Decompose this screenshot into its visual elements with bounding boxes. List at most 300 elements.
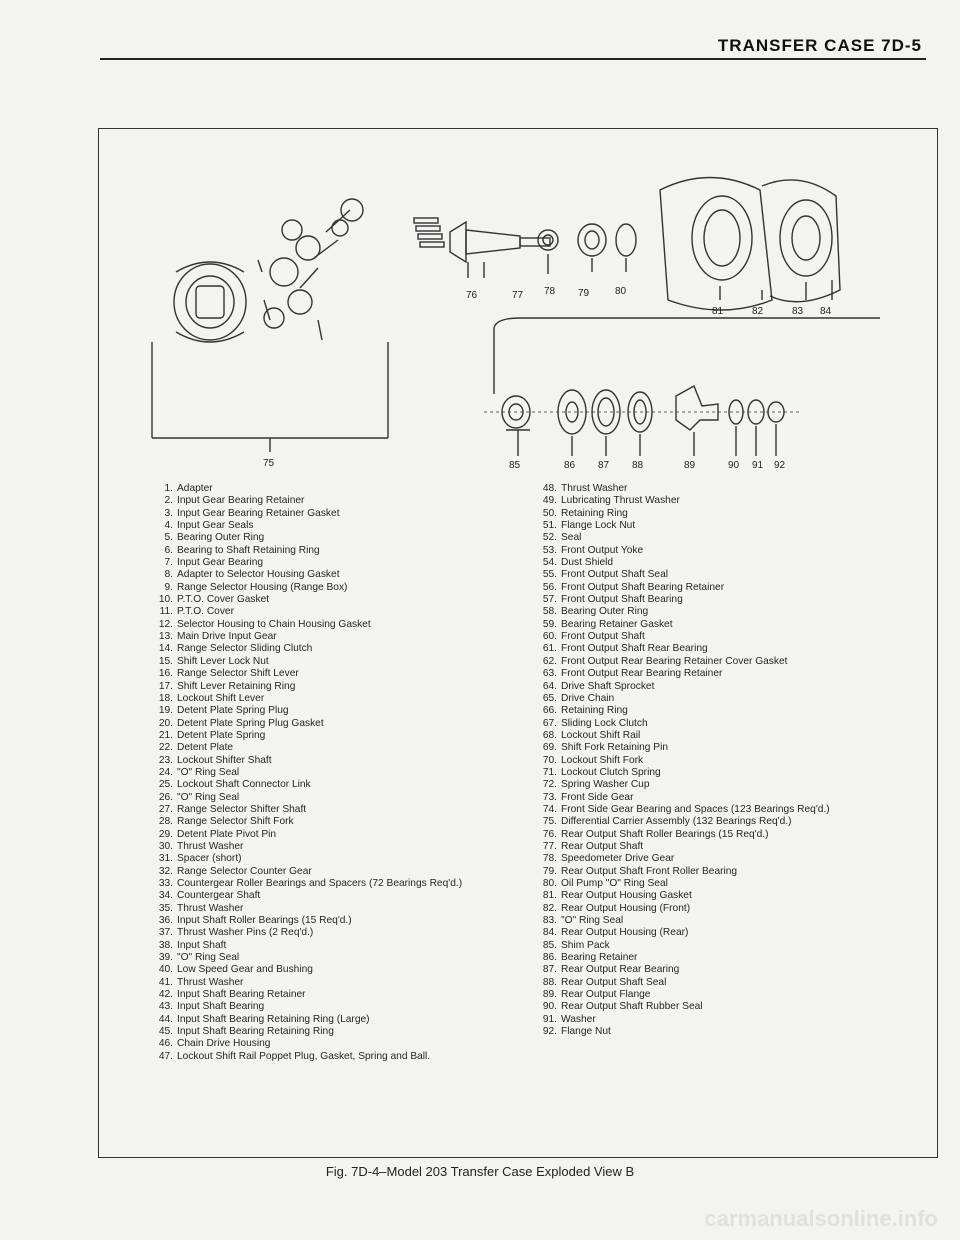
part-number: 92.	[542, 1026, 557, 1038]
part-number: 74.	[542, 803, 557, 815]
parts-list-item	[152, 927, 502, 939]
part-description: Thrust Washer	[177, 976, 244, 988]
part-number: 77.	[542, 840, 557, 852]
part-number: 36.	[158, 915, 173, 927]
part-number: 59.	[542, 618, 557, 630]
callout-82: 82	[752, 306, 764, 317]
parts-list-item	[152, 903, 502, 915]
part-description: Detent Plate Spring Plug	[177, 705, 289, 717]
part-number: 79.	[542, 865, 557, 877]
part-description: Front Output Shaft	[561, 631, 645, 643]
part-description: Input Shaft Bearing Retaining Ring (Large)	[177, 1013, 370, 1025]
callout-83: 83	[792, 306, 804, 317]
parts-list-item	[536, 705, 926, 717]
part-description: Lockout Shift Rail Poppet Plug, Gasket, Spring and Ball.	[177, 1050, 431, 1062]
part-description: Front Output Shaft Rear Bearing	[561, 643, 708, 655]
part-number: 69.	[542, 742, 557, 754]
part-description: Detent Plate Pivot Pin	[177, 828, 277, 840]
part-number: 63.	[542, 668, 557, 680]
parts-list-item	[152, 557, 502, 569]
parts-list-item	[536, 989, 926, 1001]
part-description: Input Shaft Bearing	[177, 1001, 265, 1013]
callout-92: 92	[774, 460, 786, 471]
part-description: Range Selector Shifter Shaft	[177, 803, 307, 815]
parts-list-item	[152, 693, 502, 705]
part-number: 33.	[158, 878, 173, 889]
part-number: 86.	[542, 952, 557, 964]
part-number: 53.	[542, 544, 557, 556]
part-number: 56.	[542, 581, 557, 593]
part-description: Lockout Shift Lever	[177, 692, 265, 704]
parts-list-item	[536, 545, 926, 557]
part-description: Input Gear Bearing Retainer	[177, 495, 305, 507]
parts-list-item	[152, 767, 502, 779]
callout-80: 80	[615, 286, 627, 297]
parts-list-item	[152, 705, 502, 717]
parts-list-left	[152, 483, 502, 1063]
parts-list-item	[536, 1001, 926, 1013]
part-description: Dust Shield	[561, 557, 614, 569]
part-number: 90.	[542, 1001, 557, 1013]
part-number: 65.	[542, 692, 557, 704]
parts-list-item	[536, 483, 926, 495]
parts-list-item	[152, 681, 502, 693]
part-description: Thrust Washer	[561, 483, 628, 494]
part-number: 55.	[542, 569, 557, 581]
part-description: Detent Plate	[177, 742, 234, 754]
parts-list-item	[536, 878, 926, 890]
parts-list-item	[536, 693, 926, 705]
parts-list-item	[152, 619, 502, 631]
part-number: 3.	[164, 507, 173, 519]
part-description: "O" Ring Seal	[177, 952, 240, 964]
parts-list-item	[152, 1026, 502, 1038]
parts-list-item	[152, 545, 502, 557]
parts-list-item	[152, 656, 502, 668]
part-number: 70.	[542, 754, 557, 766]
part-number: 78.	[542, 853, 557, 865]
parts-list-item	[536, 619, 926, 631]
parts-list-item	[152, 841, 502, 853]
parts-list-item	[152, 804, 502, 816]
part-description: Sliding Lock Clutch	[561, 717, 648, 729]
part-number: 35.	[158, 902, 173, 914]
part-description: Spring Washer Cup	[561, 779, 650, 791]
part-description: Lockout Shaft Connector Link	[177, 779, 311, 791]
parts-list-item	[152, 755, 502, 767]
part-number: 40.	[158, 964, 173, 976]
part-number: 10.	[158, 594, 173, 606]
parts-list-item	[536, 730, 926, 742]
part-description: Flange Nut	[561, 1026, 611, 1038]
part-number: 12.	[158, 618, 173, 630]
parts-list-item	[152, 816, 502, 828]
parts-list-item	[152, 532, 502, 544]
part-number: 37.	[158, 927, 173, 939]
parts-list-item	[536, 977, 926, 989]
part-description: Front Side Gear Bearing and Spaces (123 Bearings Req'd.)	[561, 803, 830, 815]
part-description: Input Shaft Bearing Retaining Ring	[177, 1026, 334, 1038]
part-number: 91.	[542, 1013, 557, 1025]
part-description: Bearing to Shaft Retaining Ring	[177, 544, 320, 556]
parts-list-item	[536, 903, 926, 915]
parts-list-item	[536, 495, 926, 507]
page-title: TRANSFER CASE 7D-5	[717, 36, 922, 55]
callout-85: 85	[509, 460, 521, 471]
part-description: Detent Plate Spring	[177, 729, 266, 741]
parts-list-item	[152, 606, 502, 618]
part-number: 14.	[158, 643, 173, 655]
part-number: 18.	[158, 692, 173, 704]
part-number: 42.	[158, 989, 173, 1001]
part-description: Input Shaft	[177, 939, 227, 951]
part-description: Input Shaft Bearing Retainer	[177, 989, 306, 1001]
part-description: Retaining Ring	[561, 507, 628, 519]
parts-list-item	[536, 742, 926, 754]
part-number: 8.	[164, 569, 173, 581]
callout-77: 77	[512, 290, 524, 301]
part-number: 6.	[164, 544, 173, 556]
part-number: 29.	[158, 828, 173, 840]
part-description: Spacer (short)	[177, 853, 242, 865]
part-description: Input Gear Bearing	[177, 557, 264, 569]
part-number: 44.	[158, 1013, 173, 1025]
part-description: Drive Chain	[561, 692, 615, 704]
part-description: Rear Output Rear Bearing	[561, 964, 680, 976]
part-number: 22.	[158, 742, 173, 754]
parts-list-item	[152, 1001, 502, 1013]
part-description: Drive Shaft Sprocket	[561, 680, 655, 692]
part-description: Rear Output Housing Gasket	[561, 890, 692, 902]
part-description: Thrust Washer Pins (2 Req'd.)	[177, 927, 314, 939]
part-number: 43.	[158, 1001, 173, 1013]
part-description: Bearing Outer Ring	[177, 532, 265, 544]
parts-list-item	[536, 1026, 926, 1038]
parts-list-item	[152, 853, 502, 865]
part-number: 31.	[158, 853, 173, 865]
part-description: Differential Carrier Assembly (132 Bearings Req'd.)	[561, 816, 792, 828]
part-number: 20.	[158, 717, 173, 729]
parts-list-item	[536, 964, 926, 976]
part-description: Range Selector Housing (Range Box)	[177, 581, 348, 593]
callout-78: 78	[544, 286, 556, 297]
parts-list-item	[152, 989, 502, 1001]
parts-list-item	[152, 495, 502, 507]
part-number: 9.	[164, 581, 173, 593]
part-number: 47.	[158, 1050, 173, 1062]
part-number: 62.	[542, 655, 557, 667]
part-number: 64.	[542, 680, 557, 692]
part-description: "O" Ring Seal	[561, 915, 624, 927]
part-number: 87.	[542, 964, 557, 976]
part-description: Lockout Shift Rail	[561, 729, 641, 741]
part-description: Countergear Roller Bearings and Spacers (72 Bearings Req'd.)	[177, 878, 463, 889]
part-number: 80.	[542, 878, 557, 889]
part-number: 23.	[158, 754, 173, 766]
part-description: Rear Output Housing (Front)	[561, 902, 691, 914]
part-number: 84.	[542, 927, 557, 939]
part-number: 1.	[164, 483, 173, 494]
callout-84: 84	[820, 306, 832, 317]
parts-list-item	[536, 792, 926, 804]
parts-list-item	[536, 816, 926, 828]
part-description: Adapter to Selector Housing Gasket	[177, 569, 340, 581]
part-number: 61.	[542, 643, 557, 655]
part-description: Thrust Washer	[177, 840, 244, 852]
parts-list-item	[152, 718, 502, 730]
parts-list-item	[152, 940, 502, 952]
part-description: Range Selector Counter Gear	[177, 865, 312, 877]
parts-list-item	[152, 866, 502, 878]
part-description: Detent Plate Spring Plug Gasket	[177, 717, 324, 729]
part-description: "O" Ring Seal	[177, 766, 240, 778]
part-number: 26.	[158, 791, 173, 803]
callout-76: 76	[466, 290, 478, 301]
parts-list-item	[536, 915, 926, 927]
parts-list-item	[152, 1051, 502, 1063]
callout-89: 89	[684, 460, 696, 471]
part-number: 15.	[158, 655, 173, 667]
part-description: Rear Output Shaft Rubber Seal	[561, 1001, 703, 1013]
parts-list-item	[152, 915, 502, 927]
callout-81: 81	[712, 306, 724, 317]
parts-list-item	[536, 532, 926, 544]
parts-list-item	[536, 631, 926, 643]
part-number: 27.	[158, 803, 173, 815]
parts-list-item	[536, 804, 926, 816]
part-description: Low Speed Gear and Bushing	[177, 964, 313, 976]
differential-carrier-drawing	[152, 199, 388, 452]
part-number: 76.	[542, 828, 557, 840]
parts-list-item	[536, 841, 926, 853]
part-description: Lockout Shifter Shaft	[177, 754, 272, 766]
part-description: Shim Pack	[561, 939, 610, 951]
parts-list-item	[152, 508, 502, 520]
parts-list-item	[536, 594, 926, 606]
parts-list-item	[152, 742, 502, 754]
parts-list-item	[152, 483, 502, 495]
part-number: 68.	[542, 729, 557, 741]
part-description: Main Drive Input Gear	[177, 631, 277, 643]
parts-list-item	[152, 952, 502, 964]
parts-list-item	[152, 668, 502, 680]
parts-list-item	[152, 594, 502, 606]
part-description: Adapter	[177, 483, 213, 494]
parts-list-item	[536, 656, 926, 668]
part-description: Countergear Shaft	[177, 890, 261, 902]
parts-list-item	[152, 878, 502, 890]
part-description: Washer	[561, 1013, 596, 1025]
parts-list-item	[536, 520, 926, 532]
part-number: 4.	[164, 520, 173, 532]
part-description: Bearing Retainer Gasket	[561, 618, 673, 630]
part-number: 88.	[542, 976, 557, 988]
parts-list-item	[536, 668, 926, 680]
part-number: 50.	[542, 507, 557, 519]
parts-list-item	[152, 1014, 502, 1026]
part-description: Front Output Rear Bearing Retainer Cover Gasket	[561, 655, 788, 667]
part-number: 58.	[542, 606, 557, 618]
figure-caption: Fig. 7D-4–Model 203 Transfer Case Exploded View B	[325, 1164, 635, 1179]
part-number: 83.	[542, 915, 557, 927]
part-description: Bearing Retainer	[561, 952, 638, 964]
part-description: Shift Lever Retaining Ring	[177, 680, 296, 692]
part-description: Retaining Ring	[561, 705, 628, 717]
part-number: 85.	[542, 939, 557, 951]
parts-list-item	[536, 755, 926, 767]
part-number: 82.	[542, 902, 557, 914]
part-description: Oil Pump "O" Ring Seal	[561, 878, 668, 889]
parts-list-item	[536, 853, 926, 865]
part-description: Rear Output Flange	[561, 989, 651, 1001]
part-number: 52.	[542, 532, 557, 544]
rear-output-shaft-drawing	[414, 178, 880, 329]
parts-list-item	[536, 718, 926, 730]
part-number: 39.	[158, 952, 173, 964]
part-description: Input Gear Bearing Retainer Gasket	[177, 507, 340, 519]
part-description: Selector Housing to Chain Housing Gasket	[177, 618, 371, 630]
part-number: 24.	[158, 766, 173, 778]
part-description: Input Shaft Roller Bearings (15 Req'd.)	[177, 915, 352, 927]
parts-list-item	[152, 792, 502, 804]
parts-list-item	[536, 1014, 926, 1026]
callout-88: 88	[632, 460, 644, 471]
part-description: Rear Output Housing (Rear)	[561, 927, 689, 939]
part-number: 57.	[542, 594, 557, 606]
part-description: Thrust Washer	[177, 902, 244, 914]
part-description: Input Gear Seals	[177, 520, 254, 532]
part-number: 51.	[542, 520, 557, 532]
parts-list-item	[536, 866, 926, 878]
part-number: 48.	[542, 483, 557, 494]
part-number: 71.	[542, 766, 557, 778]
callout-90: 90	[728, 460, 740, 471]
parts-list-item	[536, 582, 926, 594]
part-description: Chain Drive Housing	[177, 1038, 271, 1050]
parts-list-item	[536, 829, 926, 841]
part-description: P.T.O. Cover Gasket	[177, 594, 270, 606]
callout-86: 86	[564, 460, 576, 471]
part-number: 30.	[158, 840, 173, 852]
part-description: Front Output Shaft Bearing	[561, 594, 683, 606]
part-description: Speedometer Drive Gear	[561, 853, 675, 865]
part-number: 72.	[542, 779, 557, 791]
part-description: Lockout Shift Fork	[561, 754, 644, 766]
exploded-view-illustration	[0, 0, 960, 480]
part-number: 81.	[542, 890, 557, 902]
callout-91: 91	[752, 460, 764, 471]
parts-list-right	[536, 483, 926, 1038]
parts-list-item	[536, 508, 926, 520]
callout-79: 79	[578, 288, 590, 299]
part-description: Front Output Shaft Seal	[561, 569, 669, 581]
part-number: 13.	[158, 631, 173, 643]
parts-list-item	[536, 643, 926, 655]
part-description: Range Selector Sliding Clutch	[177, 643, 313, 655]
parts-list-item	[152, 631, 502, 643]
parts-list-item	[152, 569, 502, 581]
parts-list-item	[152, 730, 502, 742]
part-number: 54.	[542, 557, 557, 569]
part-number: 73.	[542, 791, 557, 803]
part-number: 16.	[158, 668, 173, 680]
part-description: Range Selector Shift Lever	[177, 668, 299, 680]
parts-list-item	[152, 582, 502, 594]
part-number: 17.	[158, 680, 173, 692]
part-number: 75.	[542, 816, 557, 828]
parts-list-item	[536, 952, 926, 964]
part-number: 49.	[542, 495, 557, 507]
part-number: 11.	[159, 606, 173, 618]
parts-list-item	[536, 767, 926, 779]
part-description: Rear Output Shaft Front Roller Bearing	[561, 865, 738, 877]
part-description: Front Output Rear Bearing Retainer	[561, 668, 723, 680]
part-description: Rear Output Shaft	[561, 840, 644, 852]
callout-75: 75	[263, 458, 275, 469]
part-number: 46.	[158, 1038, 173, 1050]
part-number: 5.	[164, 532, 173, 544]
parts-list-item	[536, 606, 926, 618]
parts-list-item	[536, 779, 926, 791]
parts-list-item	[152, 890, 502, 902]
part-description: Rear Output Shaft Seal	[561, 976, 667, 988]
parts-list-item	[536, 569, 926, 581]
rear-output-flange-drawing	[484, 328, 800, 456]
part-description: "O" Ring Seal	[177, 791, 240, 803]
parts-list-item	[536, 557, 926, 569]
part-number: 67.	[542, 717, 557, 729]
part-number: 2.	[164, 495, 173, 507]
part-number: 45.	[158, 1026, 173, 1038]
part-description: P.T.O. Cover	[177, 606, 234, 618]
parts-list-item	[152, 643, 502, 655]
part-description: Front Output Yoke	[561, 544, 644, 556]
watermark: carmanualsonline.info	[704, 1206, 938, 1231]
parts-list-item	[152, 779, 502, 791]
parts-list-item	[536, 890, 926, 902]
part-number: 38.	[158, 939, 173, 951]
part-number: 19.	[158, 705, 173, 717]
part-description: Lockout Clutch Spring	[561, 766, 661, 778]
parts-list-item	[152, 977, 502, 989]
parts-list-item	[536, 927, 926, 939]
part-description: Flange Lock Nut	[561, 520, 636, 532]
part-description: Range Selector Shift Fork	[177, 816, 294, 828]
part-number: 7.	[164, 557, 173, 569]
part-description: Rear Output Shaft Roller Bearings (15 Req'd.)	[561, 828, 769, 840]
part-number: 34.	[158, 890, 173, 902]
part-description: Front Output Shaft Bearing Retainer	[561, 581, 725, 593]
parts-list-item	[536, 940, 926, 952]
part-number: 66.	[542, 705, 557, 717]
parts-list-item	[536, 681, 926, 693]
part-description: Shift Lever Lock Nut	[177, 655, 269, 667]
parts-list-item	[152, 520, 502, 532]
parts-list-item	[152, 829, 502, 841]
part-number: 32.	[158, 865, 173, 877]
part-number: 28.	[158, 816, 173, 828]
part-number: 41.	[158, 976, 173, 988]
part-number: 21.	[158, 729, 173, 741]
callout-87: 87	[598, 460, 610, 471]
part-description: Lubricating Thrust Washer	[561, 495, 680, 507]
part-description: Seal	[561, 532, 582, 544]
part-description: Shift Fork Retaining Pin	[561, 742, 669, 754]
part-description: Front Side Gear	[561, 791, 634, 803]
parts-list-item	[152, 1038, 502, 1050]
part-number: 60.	[542, 631, 557, 643]
part-description: Bearing Outer Ring	[561, 606, 649, 618]
